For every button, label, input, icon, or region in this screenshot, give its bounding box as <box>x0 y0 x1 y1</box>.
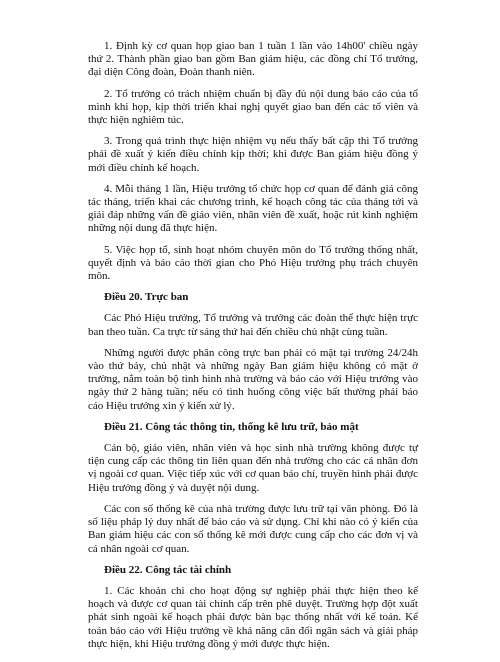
paragraph-6: Các Phó Hiệu trưởng, Tổ trưởng và trưởng các đoàn thể thực hiện trực ban theo tuần. Ca trực từ sáng thứ hai đến chiều chủ nhật cùng tuần. <box>88 312 418 338</box>
heading-article-22: Điều 22. Công tác tài chính <box>104 563 232 576</box>
paragraph-5: 5. Việc họp tổ, sinh hoạt nhóm chuyên môn do Tổ trưởng thống nhất, quyết định và báo cáo thời gian cho Phó Hiệu trưởng phụ trách chuyên môn. <box>88 243 418 283</box>
heading-article-21: Điều 21. Công tác thông tin, thống kê lưu trữ, bảo mật <box>104 420 359 433</box>
paragraph-2: 2. Tổ trưởng có trách nhiệm chuẩn bị đầy đủ nội dung báo cáo của tổ mình khi họp, kịp thời triển khai nghị quyết giao ban đến các tổ viên và thực hiện nghiêm túc. <box>88 87 418 127</box>
paragraph-9: Các con số thống kê của nhà trường được lưu trữ tại văn phòng. Đó là số liệu pháp lý duy nhất để báo cáo và sử dụng. Chỉ khi nào có ý kiến của Ban giám hiệu các con số thống kê mới được cung cấp cho các đơn vị và cá nhân ngoài cơ quan. <box>88 502 418 555</box>
paragraph-3: 3. Trong quá trình thực hiện nhiệm vụ nếu thấy bất cập thì Tổ trưởng phải đề xuất ý kiến điều chỉnh kịp thời; khi được Ban giám hiệu đồng ý mới điều chỉnh kế hoạch. <box>88 135 418 174</box>
paragraph-4: 4. Mỗi tháng 1 lần, Hiệu trưởng tổ chức họp cơ quan để đánh giá công tác tháng, triển khai các chương trình, kế hoạch công tác của tháng tới và giải đáp những vấn đề giáo viên, nhân viên đề xuất, hoặc rút kinh nghiệm những nội dung đã thực hiện. <box>88 182 418 235</box>
paragraph-7: Những người được phân công trực ban phải có mặt tại trường 24/24h vào thứ bảy, chủ nhật và những ngày Ban giám hiệu không có mặt ở trường, nắm toàn bộ tình hình nhà trường và báo cáo với Hiệu trưởng vào ngày thứ 2 hàng tuần; nếu có tình huống công việc bất thường phải báo cáo Hiệu trưởng xin ý kiến xử lý. <box>88 346 418 412</box>
paragraph-8: Cán bộ, giáo viên, nhân viên và học sinh nhà trường không được tự tiện cung cấp các thông tin liên quan đến nhà trường cho các cá nhân đơn vị ngoài cơ quan. Việc tiếp xúc với cơ quan báo chí, truyền hình phải được Hiệu trưởng đồng ý và duyệt nội dung. <box>88 442 418 494</box>
heading-article-20: Điều 20. Trực ban <box>104 291 189 304</box>
document-body <box>88 40 418 659</box>
paragraph-1: 1. Định kỳ cơ quan họp giao ban 1 tuần 1 lần vào 14h00' chiều ngày thứ 2. Thành phần giao ban gồm Ban giám hiệu, các đồng chí Tổ trưởng, đại diện Công đoàn, Đoàn thanh niên. <box>88 40 418 79</box>
paragraph-10: 1. Các khoản chi cho hoạt động sự nghiệp phải thực hiện theo kế hoạch và được cơ quan tài chính cấp trên phê duyệt. Trường hợp đột xuất phát sinh ngoài kế hoạch phải được bàn bạc thống nhất với kế toán. Kế toán báo cáo với Hiệu trưởng về khả năng cân đối ngân sách và giải pháp thực hiện, khi Hiệu trưởng đồng ý mới được thực hiện. <box>88 584 418 650</box>
